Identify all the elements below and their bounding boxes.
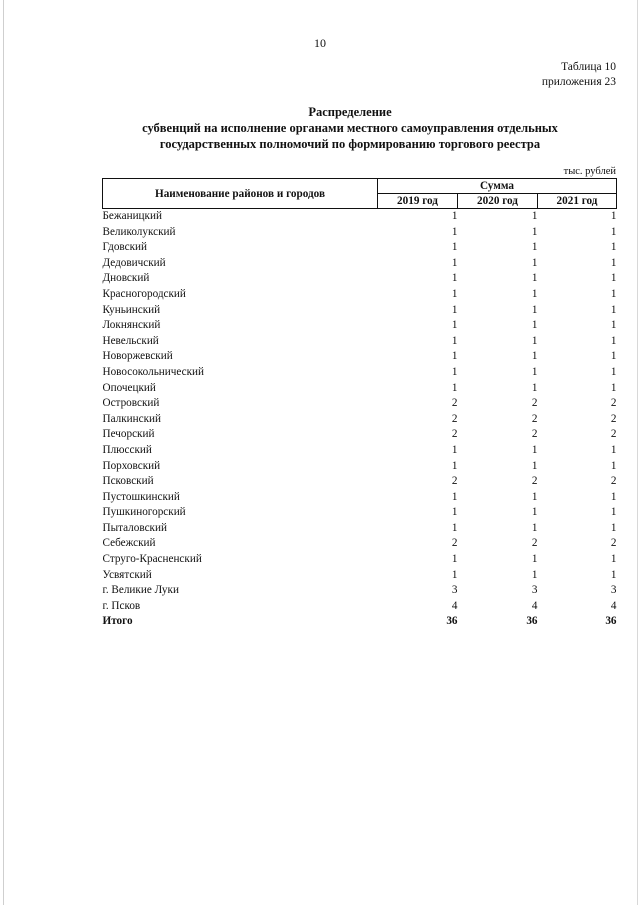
amount-2019-cell: 2 bbox=[451, 537, 458, 550]
table-row bbox=[103, 303, 617, 319]
scan-edge-left bbox=[3, 0, 4, 905]
table-row bbox=[103, 271, 617, 287]
amount-2019-cell: 3 bbox=[451, 584, 458, 597]
table-row bbox=[103, 225, 617, 241]
amount-2021-cell: 2 bbox=[610, 428, 617, 441]
amount-2020-cell: 1 bbox=[531, 350, 538, 363]
amount-2019-cell: 1 bbox=[451, 256, 458, 269]
amount-2019-cell: 2 bbox=[451, 397, 458, 410]
amount-2019-cell: 1 bbox=[451, 303, 458, 316]
amount-2019-cell: 1 bbox=[451, 443, 458, 456]
units-label: тыс. рублей bbox=[563, 166, 616, 177]
amount-2021-cell: 1 bbox=[610, 210, 617, 222]
amount-2020-cell: 1 bbox=[531, 506, 538, 519]
amount-2021-cell: 1 bbox=[610, 381, 617, 394]
amount-2021-cell: 1 bbox=[610, 459, 617, 472]
header-sum-column: Сумма bbox=[378, 179, 617, 194]
district-name-cell: Дедовичский bbox=[102, 256, 166, 269]
table-row bbox=[103, 568, 617, 584]
amount-2019-cell: 1 bbox=[451, 241, 458, 254]
table-row-total bbox=[103, 614, 617, 630]
table-reference-line2: приложения 23 bbox=[541, 76, 616, 88]
amount-2021-cell: 1 bbox=[610, 490, 617, 503]
table-row bbox=[103, 412, 617, 428]
table-row bbox=[103, 443, 617, 459]
amount-2020-cell: 2 bbox=[531, 412, 538, 425]
table-row bbox=[103, 381, 617, 397]
district-name-cell: Гдовский bbox=[102, 241, 148, 254]
table-reference bbox=[542, 60, 616, 90]
amount-2021-cell: 1 bbox=[610, 303, 617, 316]
title-line3: государственных полномочий по формированию торгового реестра bbox=[159, 137, 541, 151]
district-name-cell: Островский bbox=[102, 397, 160, 410]
amount-2021-cell: 1 bbox=[610, 287, 617, 300]
amount-2020-cell: 4 bbox=[531, 599, 538, 612]
title-line1: Распределение bbox=[308, 105, 392, 119]
amount-2020-cell: 1 bbox=[531, 365, 538, 378]
amount-2019-cell: 36 bbox=[446, 615, 458, 628]
district-name-cell: г. Псков bbox=[102, 599, 141, 612]
table-row bbox=[103, 474, 617, 490]
amount-2019-cell: 1 bbox=[451, 210, 458, 222]
amount-2021-cell: 1 bbox=[610, 225, 617, 238]
amount-2019-cell: 2 bbox=[451, 412, 458, 425]
amount-2021-cell: 1 bbox=[610, 241, 617, 254]
table-body bbox=[103, 209, 617, 631]
district-name-cell: Бежаницкий bbox=[102, 210, 162, 222]
district-name-cell: Локнянский bbox=[102, 319, 161, 332]
amount-2020-cell: 1 bbox=[531, 225, 538, 238]
table-row bbox=[103, 287, 617, 303]
table-row bbox=[103, 209, 617, 225]
amount-2019-cell: 2 bbox=[451, 475, 458, 488]
amount-2020-cell: 1 bbox=[531, 568, 538, 581]
table-row bbox=[103, 490, 617, 506]
district-name-cell: Пустошкинский bbox=[102, 490, 180, 503]
amount-2020-cell: 3 bbox=[531, 584, 538, 597]
amount-2021-cell: 2 bbox=[610, 537, 617, 550]
table-row bbox=[103, 427, 617, 443]
district-name-cell: Итого bbox=[102, 615, 133, 628]
table-row bbox=[103, 334, 617, 350]
district-name-cell: Опочецкий bbox=[102, 381, 156, 394]
amount-2020-cell: 2 bbox=[531, 428, 538, 441]
amount-2020-cell: 1 bbox=[531, 241, 538, 254]
table-reference-line1: Таблица 10 bbox=[561, 61, 616, 73]
amount-2019-cell: 1 bbox=[451, 553, 458, 566]
district-name-cell: Печорский bbox=[102, 428, 155, 441]
table-row bbox=[103, 536, 617, 552]
district-name-cell: Великолукский bbox=[102, 225, 176, 238]
amount-2020-cell: 2 bbox=[531, 475, 538, 488]
district-name-cell: Невельский bbox=[102, 334, 159, 347]
amount-2020-cell: 1 bbox=[531, 443, 538, 456]
amount-2021-cell: 1 bbox=[610, 256, 617, 269]
table-row bbox=[103, 599, 617, 615]
table-row bbox=[103, 396, 617, 412]
district-name-cell: Новосокольнический bbox=[102, 365, 205, 378]
amount-2019-cell: 1 bbox=[451, 459, 458, 472]
amount-2021-cell: 1 bbox=[610, 506, 617, 519]
district-name-cell: Палкинский bbox=[102, 412, 162, 425]
table-row bbox=[103, 240, 617, 256]
district-name-cell: Усвятский bbox=[102, 568, 152, 581]
title-line2: субвенций на исполнение органами местного самоуправления отдельных bbox=[142, 121, 558, 135]
amount-2019-cell: 1 bbox=[451, 272, 458, 285]
header-year-2020: 2020 год bbox=[458, 194, 538, 209]
amount-2020-cell: 1 bbox=[531, 553, 538, 566]
subvention-table bbox=[102, 178, 617, 630]
amount-2019-cell: 1 bbox=[451, 506, 458, 519]
table-row bbox=[103, 318, 617, 334]
district-name-cell: Псковский bbox=[102, 475, 154, 488]
table-row bbox=[103, 365, 617, 381]
amount-2021-cell: 1 bbox=[610, 334, 617, 347]
district-name-cell: Дновский bbox=[102, 272, 150, 285]
page-number: 10 bbox=[314, 36, 326, 50]
amount-2019-cell: 2 bbox=[451, 428, 458, 441]
district-name-cell: Плюсский bbox=[102, 443, 152, 456]
table-row bbox=[103, 583, 617, 599]
amount-2019-cell: 4 bbox=[451, 599, 458, 612]
header-year-2021: 2021 год bbox=[538, 194, 617, 209]
amount-2021-cell: 2 bbox=[610, 475, 617, 488]
amount-2019-cell: 1 bbox=[451, 225, 458, 238]
amount-2021-cell: 1 bbox=[610, 319, 617, 332]
amount-2019-cell: 1 bbox=[451, 568, 458, 581]
table-row bbox=[103, 256, 617, 272]
table-row bbox=[103, 349, 617, 365]
district-name-cell: Порховский bbox=[102, 459, 161, 472]
amount-2019-cell: 1 bbox=[451, 350, 458, 363]
district-name-cell: Струго-Красненский bbox=[102, 553, 202, 566]
amount-2020-cell: 1 bbox=[531, 303, 538, 316]
amount-2021-cell: 1 bbox=[610, 272, 617, 285]
table-row bbox=[103, 521, 617, 537]
amount-2020-cell: 1 bbox=[531, 521, 538, 534]
amount-2020-cell: 1 bbox=[531, 459, 538, 472]
district-name-cell: Куньинский bbox=[102, 303, 161, 316]
district-name-cell: Пушкиногорский bbox=[102, 506, 186, 519]
amount-2021-cell: 1 bbox=[610, 350, 617, 363]
amount-2021-cell: 36 bbox=[605, 615, 617, 628]
district-name-cell: Пыталовский bbox=[102, 521, 167, 534]
district-name-cell: Красногородский bbox=[102, 287, 186, 300]
amount-2019-cell: 1 bbox=[451, 287, 458, 300]
amount-2020-cell: 1 bbox=[531, 256, 538, 269]
amount-2021-cell: 1 bbox=[610, 521, 617, 534]
amount-2020-cell: 2 bbox=[531, 397, 538, 410]
table-row bbox=[103, 459, 617, 475]
amount-2021-cell: 1 bbox=[610, 553, 617, 566]
amount-2020-cell: 1 bbox=[531, 490, 538, 503]
amount-2021-cell: 1 bbox=[610, 443, 617, 456]
amount-2021-cell: 3 bbox=[610, 584, 617, 597]
district-name-cell: Себежский bbox=[102, 537, 156, 550]
amount-2021-cell: 2 bbox=[610, 412, 617, 425]
amount-2020-cell: 2 bbox=[531, 537, 538, 550]
amount-2019-cell: 1 bbox=[451, 365, 458, 378]
amount-2020-cell: 36 bbox=[526, 615, 538, 628]
amount-2019-cell: 1 bbox=[451, 381, 458, 394]
amount-2021-cell: 1 bbox=[610, 568, 617, 581]
district-name-cell: г. Великие Луки bbox=[102, 584, 179, 597]
amount-2020-cell: 1 bbox=[531, 334, 538, 347]
amount-2020-cell: 1 bbox=[531, 272, 538, 285]
amount-2020-cell: 1 bbox=[531, 381, 538, 394]
amount-2021-cell: 2 bbox=[610, 397, 617, 410]
amount-2019-cell: 1 bbox=[451, 490, 458, 503]
district-name-cell: Новоржевский bbox=[102, 350, 173, 363]
table-row bbox=[103, 552, 617, 568]
amount-2019-cell: 1 bbox=[451, 319, 458, 332]
header-name-column: Наименование районов и городов bbox=[103, 179, 378, 209]
amount-2021-cell: 1 bbox=[610, 365, 617, 378]
header-year-2019: 2019 год bbox=[378, 194, 458, 209]
amount-2019-cell: 1 bbox=[451, 521, 458, 534]
table-row bbox=[103, 505, 617, 521]
amount-2019-cell: 1 bbox=[451, 334, 458, 347]
document-title bbox=[60, 104, 640, 152]
amount-2020-cell: 1 bbox=[531, 210, 538, 222]
amount-2021-cell: 4 bbox=[610, 599, 617, 612]
amount-2020-cell: 1 bbox=[531, 319, 538, 332]
amount-2020-cell: 1 bbox=[531, 287, 538, 300]
